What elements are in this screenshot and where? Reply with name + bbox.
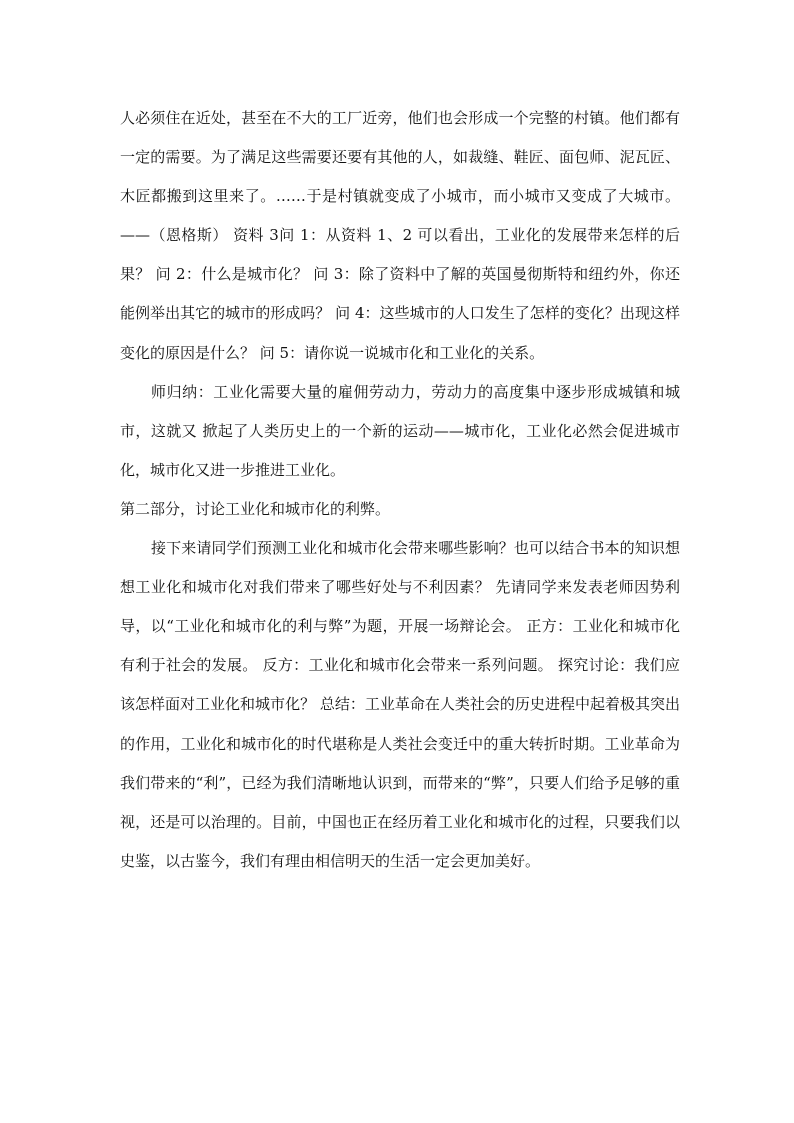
document-body	[120, 99, 680, 881]
section-heading-part-two: 第二部分，讨论工业化和城市化的利弊。	[120, 499, 391, 518]
paragraph-debate-and-conclusion: 接下来请同学们预测工业化和城市化会带来哪些影响？也可以结合书本的知识想想工业化和城市化对我们带来了哪些好处与不利因素？ 先请同学来发表老师因势利导，以“工业化和城市化的利与弊”为题，开展一场辩论会。 正方：工业化和城市化有利于社会的发展。 反方：工业化和城市化会带来一系列问题。 探究讨论：我们应该怎样面对工业化和城市化？ 总结：工业革命在人类社会的历史进程中起着极其突出的作用，工业化和城市化的时代堪称是人类社会变迁中的重大转折时期。工业革命为我们带来的“利”，已经为我们清晰地认识到，而带来的“弊”，只要人们给予足够的重视，还是可以治理的。目前，中国也正在经历着工业化和城市化的过程，只要我们以史鉴，以古鉴今，我们有理由相信明天的生活一定会更加美好。	[120, 539, 680, 870]
paragraph-teacher-summary: 师归纳：工业化需要大量的雇佣劳动力，劳动力的高度集中逐步形成城镇和城市，这就又 掀起了人类历史上的一个新的运动——城市化，工业化必然会促进城市化，城市化又进一步推进工业化。	[120, 382, 680, 479]
paragraph-engels-quote-and-questions: 人必须住在近处，甚至在不大的工厂近旁，他们也会形成一个完整的村镇。他们都有一定的需要。为了满足这些需要还要有其他的人，如裁缝、鞋匠、面包师、泥瓦匠、木匠都搬到这里来了。……于是村镇就变成了小城市，而小城市又变成了大城市。 ——（恩格斯） 资料 3问 1：从资料 1、2 可以看出，工业化的发展带来怎样的后果？ 问 2：什么是城市化？ 问 3：除了资料中了解的英国曼彻斯特和纽约外，你还能例举出其它的城市的形成吗？ 问 4：这些城市的人口发生了怎样的变化？出现这样变化的原因是什么？ 问 5：请你说一说城市化和工业化的关系。	[120, 109, 680, 362]
